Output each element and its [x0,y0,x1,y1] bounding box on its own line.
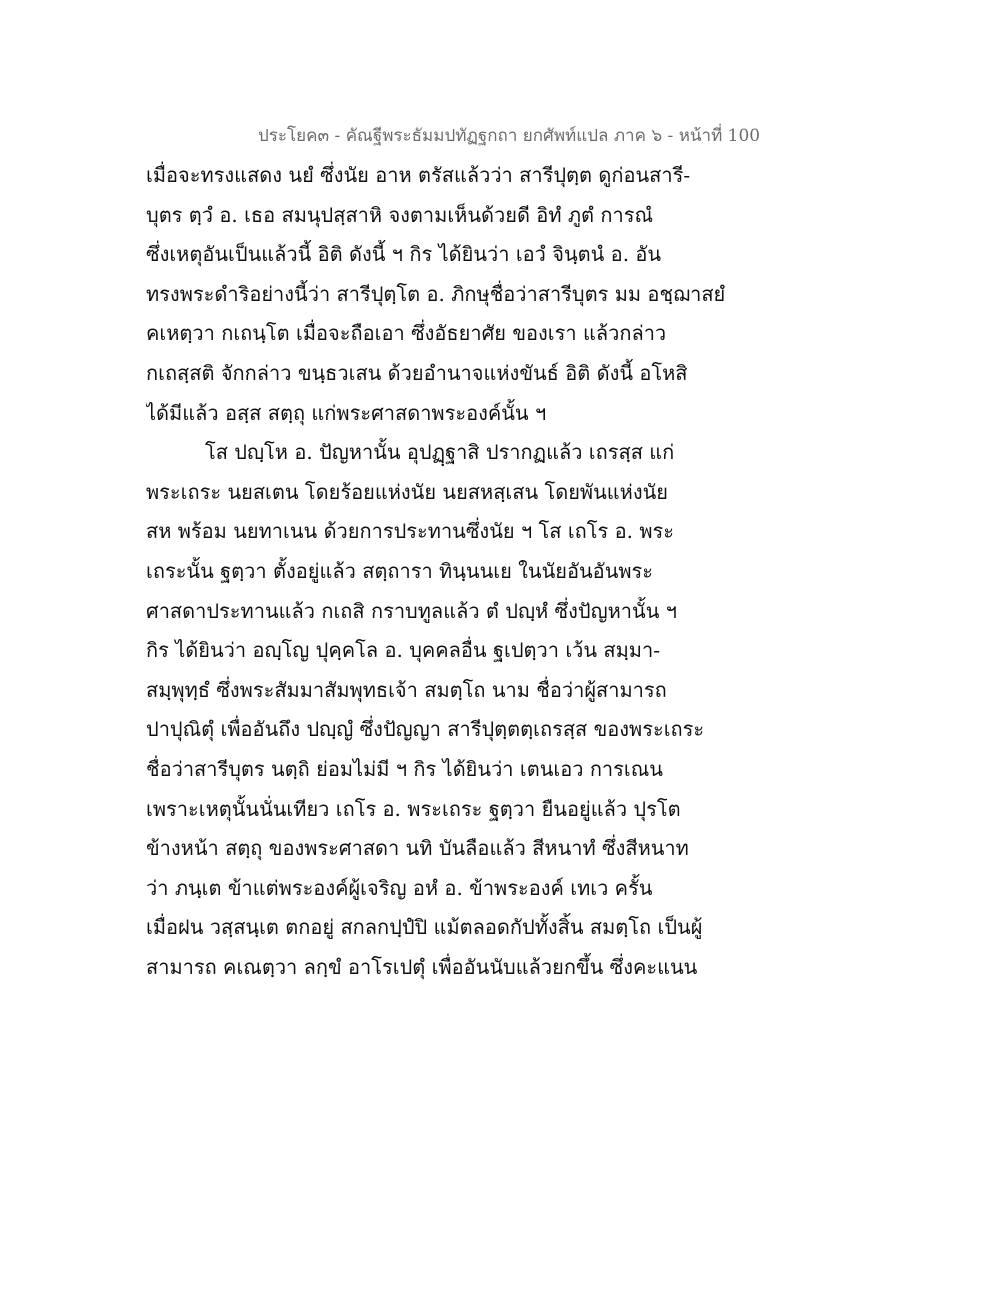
body-text [146,156,746,987]
text-line: สมฺพุทฺธํ ซึ่งพระสัมมาสัมพุทธเจ้า สมตฺโถ นาม ชื่อว่าผู้สามารถ [146,677,667,702]
text-line: ได้มีแล้ว อสฺส สตฺถุ แก่พระศาสดาพระองค์นั้น ฯ [146,400,547,425]
text-line: ชื่อว่าสารีบุตร นตฺถิ ย่อมไม่มี ฯ กิร ได้ยินว่า เตนเอว การเณน [146,756,663,781]
text-line: ทรงพระดำริอย่างนี้ว่า สารีปุตฺโต อ. ภิกษุชื่อว่าสารีบุตร มม อชฺฌาสยํ [146,281,726,306]
text-line: พระเถระ นยสเตน โดยร้อยแห่งนัย นยสหสฺเสน โดยพันแห่งนัย [146,479,669,504]
text-line: สห พร้อม นยทาเนน ด้วยการประทานซึ่งนัย ฯ โส เถโร อ. พระ [146,519,675,544]
paragraph-first-line: โส ปญฺโห อ. ปัญหานั้น อุปฏฺฐาสิ ปรากฏแล้ว เถรสฺส แก่ [205,440,675,465]
text-line: ปาปุณิตุํ เพื่ออันถึง ปญฺญํ ซึ่งปัญญา สารีปุตฺตตฺเถรสฺส ของพระเถระ [146,717,705,742]
text-line: ข้างหน้า สตฺถุ ของพระศาสดา นทิ บันลือแล้ว สีหนาทํ ซึ่งสีหนาท [146,836,689,861]
text-line: เมื่อฝน วสฺสนฺเต ตกอยู่ สกลกปฺปํปิ แม้ตลอดกัปทั้งสิ้น สมตฺโถ เป็นผู้ [146,915,703,940]
running-header: ประโยค๓ - คัณฐีพระธัมมปทัฏฐกถา ยกศัพท์แปล ภาค ๖ - หน้าที่ 100 [258,126,761,146]
text-line: ว่า ภนฺเต ข้าแต่พระองค์ผู้เจริญ อหํ อ. ข้าพระองค์ เทเว ครั้น [146,875,653,900]
text-line: ศาสดาประทานแล้ว กเถสิ กราบทูลแล้ว ตํ ปญฺหํ ซึ่งปัญหานั้น ฯ [146,598,677,623]
text-line: สามารถ คเณตฺวา ลกฺขํ อาโรเปตุํ เพื่ออันนับแล้วยกขึ้น ซึ่งคะแนน [146,954,698,979]
text-line: บุตร ตฺวํ อ. เธอ สมนุปสฺสาหิ จงตามเห็นด้วยดี อิทํ ภูตํ การณํ [146,202,654,227]
text-line: เถระนั้น ฐตฺวา ตั้งอยู่แล้ว สตฺถารา ทินฺนนเย ในนัยอันอันพระ [146,558,654,583]
text-line: ซึ่งเหตุอันเป็นแล้วนี้ อิติ ดังนี้ ฯ กิร ได้ยินว่า เอวํ จินฺตนํ อ. อัน [146,242,662,267]
text-line: กิร ได้ยินว่า อญฺโญ ปุคฺคโล อ. บุคคลอื่น ฐเปตฺวา เว้น สมฺมา- [146,638,660,663]
text-line: กเถสฺสติ จักกล่าว ขนฺธวเสน ด้วยอำนาจแห่งขันธ์ อิติ ดังนี้ อโหสิ [146,360,688,385]
text-line: เมื่อจะทรงแสดง นยํ ซึ่งนัย อาห ตรัสแล้วว่า สารีปุตฺต ดูก่อนสารี- [146,163,691,187]
text-line: เพราะเหตุนั้นนั่นเทียว เถโร อ. พระเถระ ฐตฺวา ยืนอยู่แล้ว ปุรโต [146,796,681,821]
text-line: คเหตฺวา กเถนฺโต เมื่อจะถือเอา ซึ่งอัธยาศัย ของเรา แล้วกล่าว [146,321,667,346]
